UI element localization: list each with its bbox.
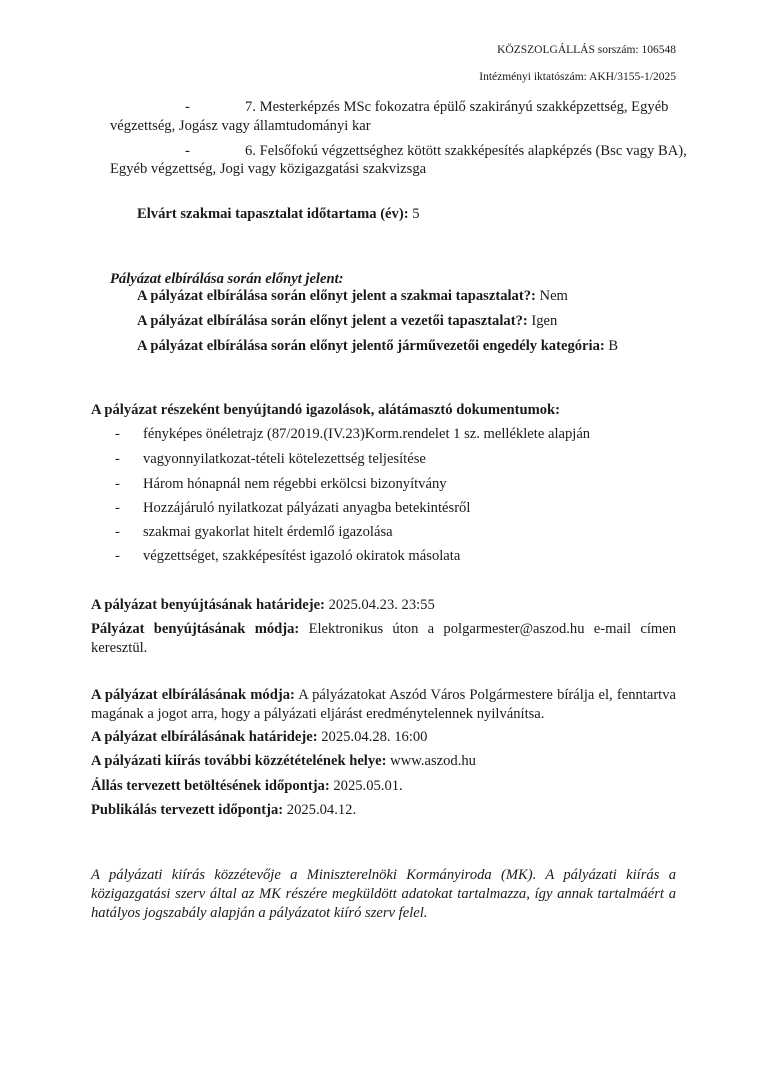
evaluation-method [91,686,676,724]
start-date-label: Állás tervezett betöltésének időpontja: [91,778,330,794]
bullet-dash: - [115,451,120,467]
evaluation-method-label: A pályázat elbírálásának módja: [91,687,295,703]
publish-place-value: www.aszod.hu [386,753,476,769]
evaluation-deadline [91,728,427,747]
document-item [115,499,470,518]
document-item [115,475,447,494]
qualification-bullet: - [185,99,190,115]
document-item-text: fényképes önéletrajz (87/2019.(IV.23)Korm.rendelet 1 sz. melléklete alapján [143,426,591,442]
qualification-line: végzettség, Jogász vagy államtudományi kar [110,118,371,134]
advantages-heading: Pályázat elbírálása során előnyt jelent: [110,271,344,287]
publication-date [91,801,356,820]
advantage-item [137,287,568,306]
start-date [91,777,403,796]
publication-date-label: Publikálás tervezett időpontja: [91,802,284,818]
document-item [115,450,426,469]
publication-date-value: 2025.04.12. [283,802,357,818]
documents-heading: A pályázat részeként benyújtandó igazolások, alátámasztó dokumentumok: [91,402,561,418]
bullet-dash: - [115,476,120,492]
submission-method-value: Elektronikus úton a polgarmester@aszod.hu e-mail címen keresztül. [91,621,676,656]
advantage-item [137,312,557,331]
document-item-text: Három hónapnál nem régebbi erkölcsi bizonyítvány [143,476,447,492]
advantage-value: Nem [535,288,568,304]
submission-deadline-label: A pályázat benyújtásának határideje: [91,597,325,613]
document-item [115,425,590,444]
qualification-line: 7. Mesterképzés MSc fokozatra épülő szakirányú szakképzettség, Egyéb [245,99,669,115]
document-item-text: vagyonnyilatkozat-tételi kötelezettség teljesítése [143,451,426,467]
document-item [115,523,393,542]
publish-place [91,752,476,771]
registry-number: Intézményi iktatószám: AKH/3155-1/2025 [479,71,676,83]
advantage-value: Igen [527,313,558,329]
advantage-label: A pályázat elbírálása során előnyt jelent a vezetői tapasztalat?: [137,313,528,329]
submission-method [91,620,676,658]
qualification-line: 6. Felsőfokú végzettséghez kötött szakképesítés alapképzés (Bsc vagy BA), [245,143,687,159]
evaluation-method-value: A pályázatokat Aszód Város Polgármestere bírálja el, fenntartva magának a jogot arra, hogy a pályázati eljárást eredménytelennek nyilvánítsa. [91,687,677,722]
experience-label: Elvárt szakmai tapasztalat időtartama (év): [137,206,409,222]
document-item-text: szakmai gyakorlat hitelt érdemlő igazolása [143,524,393,540]
start-date-value: 2025.05.01. [329,778,403,794]
bullet-dash: - [115,548,120,564]
evaluation-deadline-label: A pályázat elbírálásának határideje: [91,729,318,745]
bullet-dash: - [115,426,120,442]
advantage-value: B [604,338,619,354]
qualification-bullet: - [185,143,190,159]
evaluation-deadline-value: 2025.04.28. 16:00 [317,729,428,745]
document-item-text: Hozzájáruló nyilatkozat pályázati anyagba betekintésről [143,500,471,516]
bullet-dash: - [115,500,120,516]
experience-field [137,205,420,224]
qualification-line: Egyéb végzettség, Jogi vagy közigazgatási szakvizsga [110,161,427,177]
publish-place-label: A pályázati kiírás további közzétételének helye: [91,753,387,769]
submission-deadline [91,596,435,615]
document-item-text: végzettséget, szakképesítést igazoló okiratok másolata [143,548,461,564]
advantage-label: A pályázat elbírálása során előnyt jelent a szakmai tapasztalat?: [137,288,536,304]
serial-number: KÖZSZOLGÁLLÁS sorszám: 106548 [497,44,676,56]
disclaimer: A pályázati kiírás közzétevője a Miniszterelnöki Kormányiroda (MK). A pályázati kiírás a közigazgatási szerv által az MK részére megküldött adatokat tartalmazza, így annak tartalmáért a hatályos jogszabály alapján a pályázatot kiíró szerv felel. [91,867,676,921]
experience-value: 5 [408,206,420,222]
advantage-item [137,337,618,356]
submission-deadline-value: 2025.04.23. 23:55 [324,597,435,613]
submission-method-label: Pályázat benyújtásának módja: [91,621,300,637]
advantage-label: A pályázat elbírálása során előnyt jelentő járművezetői engedély kategória: [137,338,605,354]
bullet-dash: - [115,524,120,540]
document-item [115,547,460,566]
